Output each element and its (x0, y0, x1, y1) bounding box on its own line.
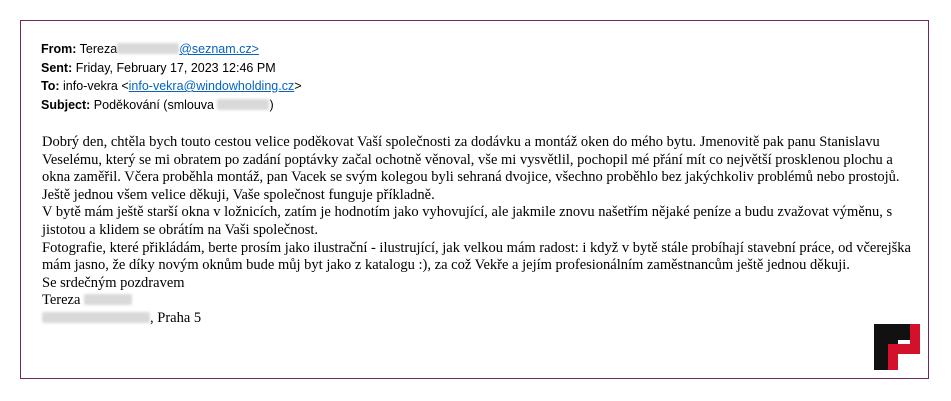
subject-line (41, 96, 302, 115)
redacted-from-local (117, 43, 179, 54)
email-body (42, 134, 922, 328)
logo-red-vertical (910, 324, 920, 354)
sent-line (41, 59, 302, 78)
subject-close: ) (269, 97, 274, 112)
from-label: From: (41, 42, 77, 56)
from-domain[interactable]: @seznam.cz> (179, 42, 259, 56)
from-line (41, 40, 302, 59)
subject-value: Poděkování (smlouva (93, 97, 214, 112)
body-greeting: Se srdečným pozdravem (42, 274, 185, 291)
signature-name: Tereza (42, 292, 81, 309)
sent-value: Friday, February 17, 2023 12:46 PM (75, 60, 276, 75)
body-paragraph-photos: Fotografie, které přikládám, berte prosím jako ilustrační - ilustrující, jak velkou mám radost: i když v bytě stále probíhají stavební práce, od včerejška mám jasno, že díky novým oknům bude můj byt jako z katalogu :), za což Vekře a jejím profesionálním zaměstnancům ještě jednou děkuji. (42, 239, 911, 274)
to-label: To: (41, 79, 60, 93)
redacted-surname (84, 294, 132, 305)
to-line (41, 77, 302, 96)
body-paragraph-bedroom: V bytě mám ještě starší okna v ložnicích, zatím je hodnotím jako vyhovující, ale jakmile znovu našetřím nějaké peníze a budu zvažovat výměnu, s jistotou a klidem se obrátím na Vaši společnost. (42, 204, 893, 238)
body-address (42, 310, 922, 328)
email-headers (41, 40, 302, 114)
from-name: Tereza (79, 42, 118, 56)
to-close: > (294, 79, 302, 93)
to-name: info-vekra < (63, 79, 129, 93)
email-frame (20, 20, 929, 379)
logo-dark-top (898, 324, 910, 340)
address-suffix: , Praha 5 (150, 309, 202, 326)
to-address-link[interactable]: info-vekra@windowholding.cz (128, 79, 295, 93)
body-signature (42, 292, 922, 310)
body-paragraph-thanks: Dobrý den, chtěla bych touto cestou velice poděkovat Vaší společnosti za dodávku a montáž oken do mého bytu. Jmenovitě pak panu Stanislavu Veselému, který se mi obratem po zadání poptávky začal ochotně věnoval, vše mi vysvětlil, pochopil mé přání mít co největší prosklenou plochu a okna zaměřil. Včera proběhla montáž, pan Vacek se svým kolegou byli sehraná dvojice, všechno proběhlo bez jakýchkoliv problémů nebo prostojů. Ještě jednou všem velice děkuji, Vaše společnost funguje příkladně. (42, 134, 900, 203)
subject-label: Subject: (41, 97, 91, 112)
sent-label: Sent: (41, 60, 73, 75)
logo-red-notch (888, 344, 910, 354)
company-logo (874, 324, 920, 370)
redacted-contract-number (217, 99, 269, 110)
logo-red-foot (888, 354, 898, 370)
redacted-street (42, 312, 150, 323)
